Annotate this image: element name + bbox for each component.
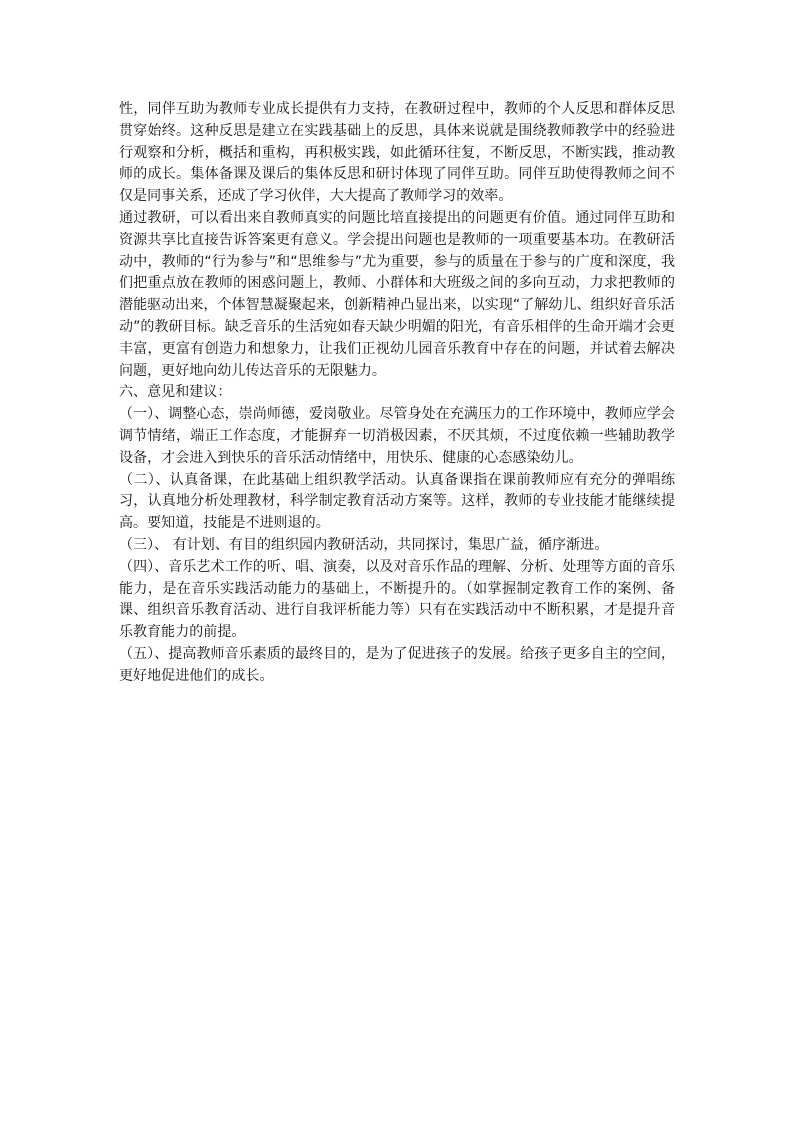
document-page bbox=[119, 99, 675, 688]
suggestion-item-5: （五）、提高教师音乐素质的最终目的，是为了促进孩子的发展。给孩子更多自主的空间，更好地促进他们的成长。 bbox=[119, 645, 675, 684]
suggestion-item-1: （一）、调整心态，崇尚师德，爱岗敬业。尽管身处在充满压力的工作环境中，教师应学会调节情绪，端正工作态度，才能摒弃一切消极因素，不厌其烦，不过度依赖一些辅助教学设备，才会进入到快乐的音乐活动情绪中，用快乐、健康的心态感染幼儿。 bbox=[119, 406, 675, 466]
suggestion-item-4: （四）、音乐艺术工作的听、唱、演奏，以及对音乐作品的理解、分析、处理等方面的音乐能力，是在音乐实践活动能力的基础上，不断提升的。（如掌握制定教育工作的案例、备课、组织音乐教育活动、进行自我评析能力等）只有在实践活动中不断积累，才是提升音乐教育能力的前提。 bbox=[119, 558, 675, 641]
section-heading-suggestions: 六、意见和建议： bbox=[119, 384, 232, 401]
suggestion-item-3: （三）、 有计划、有目的组织园内教研活动，共同探讨，集思广益，循序渐进。 bbox=[119, 536, 609, 553]
suggestion-item-2: （二）、认真备课，在此基础上组织教学活动。认真备课指在课前教师应有充分的弹唱练习，认真地分析处理教材，科学制定教育活动方案等。这样，教师的专业技能才能继续提高。要知道，技能是不进则退的。 bbox=[119, 471, 675, 532]
paragraph-peer-support: 性，同伴互助为教师专业成长提供有力支持，在教研过程中，教师的个人反思和群体反思贯穿始终。这种反思是建立在实践基础上的反思，具体来说就是围绕教师教学中的经验进行观察和分析，概括和重构，再积极实践，如此循环往复，不断反思，不断实践，推动教师的成长。集体备课及课后的集体反思和研讨体现了同伴互助。同伴互助使得教师之间不仅是同事关系，还成了学习伙伴，大大提高了教师学习的效率。 bbox=[119, 101, 675, 205]
paragraph-teaching-research: 通过教研，可以看出来自教师真实的问题比培直接提出的问题更有价值。通过同伴互助和资源共享比直接告诉答案更有意义。学会提出问题也是教师的一项重要基本功。在教研活动中，教师的“行为参与”和“思维参与”尤为重要，参与的质量在于参与的广度和深度，我们把重点放在教师的困惑问题上，教师、小群体和大班级之间的多向互动，力求把教师的潜能驱动出来，个体智慧凝聚起来，创新精神凸显出来，以实现“了解幼儿、组织好音乐活动”的教研目标。缺乏音乐的生活宛如春天缺少明媚的阳光，有音乐相伴的生命开端才会更丰富，更富有创造力和想象力，让我们正视幼儿园音乐教育中存在的问题，并试着去解决问题，更好地向幼儿传达音乐的无限魅力。 bbox=[119, 209, 675, 379]
